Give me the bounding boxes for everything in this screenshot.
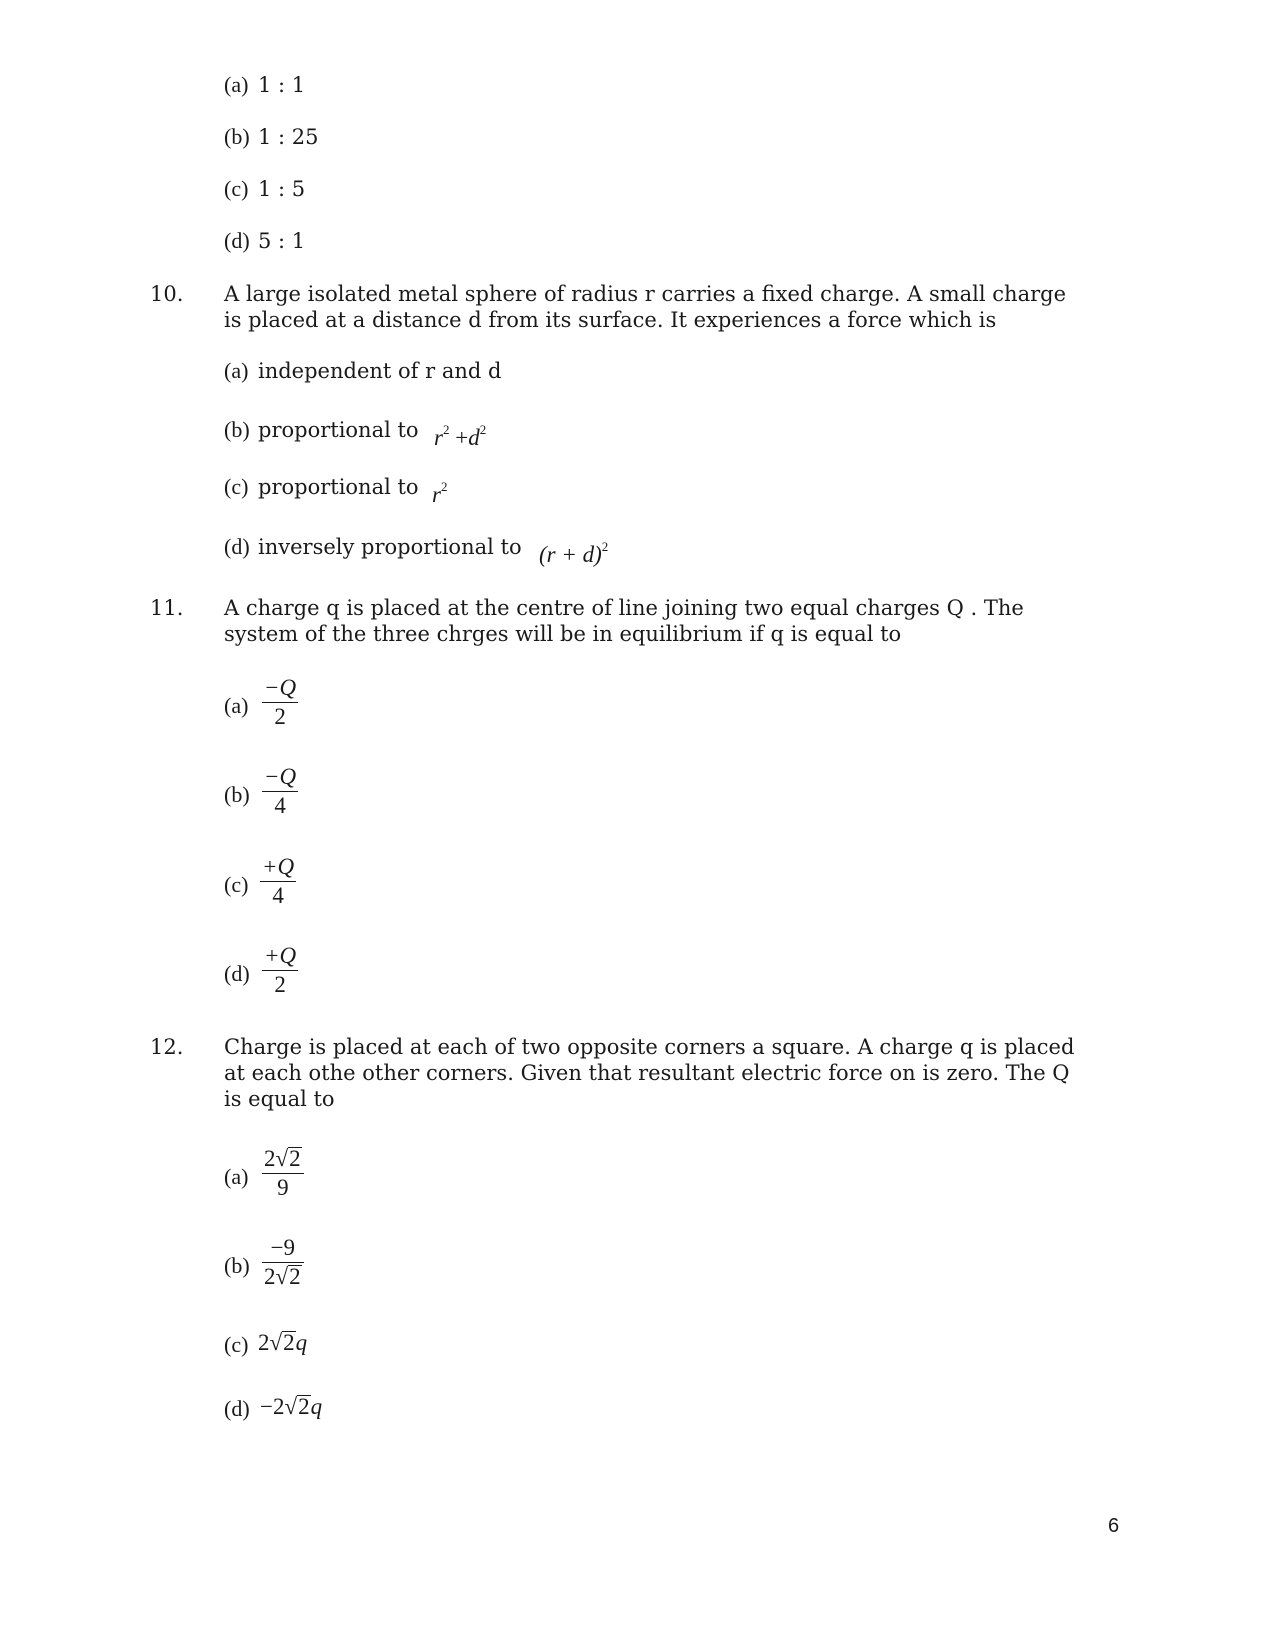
q10-text-line2: is placed at a distance d from its surface. It experiences a force which is	[224, 308, 997, 332]
q9-option-d-text: 5 : 1	[258, 229, 306, 253]
q12-option-c-label: (c)	[224, 1332, 249, 1357]
math-var: r	[434, 425, 443, 450]
fraction-denominator: 2	[274, 972, 286, 997]
math-exponent: 2	[440, 479, 448, 494]
fraction-denominator: 4	[272, 883, 284, 908]
q10-option-c-math	[432, 474, 447, 508]
fraction-numerator: +Q	[262, 854, 295, 879]
coefficient: 2	[258, 1330, 270, 1355]
coefficient: 2	[264, 1146, 276, 1171]
math-expression: (r + d)	[539, 542, 602, 567]
q10-option-b-text: proportional to	[258, 418, 419, 442]
q12-number: 12.	[150, 1035, 184, 1059]
math-exponent: 2	[601, 539, 609, 554]
radicand: 2	[298, 1394, 310, 1419]
q9-option-c-label: (c)	[224, 176, 249, 201]
fraction-numerator: −9	[270, 1235, 296, 1260]
q10-option-d-label: (d)	[224, 534, 250, 559]
q9-option-a-label: (a)	[224, 72, 249, 97]
q12-option-a-label: (a)	[224, 1164, 249, 1189]
math-operator: +	[455, 425, 469, 450]
fraction-denominator: 2√2	[264, 1264, 301, 1289]
q12-option-d-math: −2√2q	[260, 1394, 323, 1419]
q12-option-d-label: (d)	[224, 1396, 250, 1421]
q12-text-line1: Charge is placed at each of two opposite corners a square. A charge q is placed	[224, 1035, 1075, 1059]
q10-option-b-math	[434, 417, 486, 451]
q10-option-d-math	[539, 534, 608, 568]
q12-text-line3: is equal to	[224, 1087, 335, 1111]
q12-option-b-fraction	[262, 1234, 304, 1291]
math-var: q	[295, 1330, 308, 1355]
q11-text-line2: system of the three chrges will be in equilibrium if q is equal to	[224, 622, 902, 646]
fraction-numerator: +Q	[264, 943, 297, 968]
radicand: 2	[289, 1264, 301, 1289]
q10-number: 10.	[150, 282, 184, 306]
fraction-numerator: −Q	[264, 764, 297, 789]
math-var: q	[310, 1394, 323, 1419]
q12-option-a-fraction	[262, 1145, 304, 1202]
fraction-denominator: 2	[274, 704, 286, 729]
math-var: d	[468, 425, 480, 450]
q11-option-a-label: (a)	[224, 693, 249, 718]
math-var: r	[432, 482, 441, 507]
q11-option-d-label: (d)	[224, 961, 250, 986]
q9-option-c-text: 1 : 5	[258, 177, 306, 201]
q12-option-b-label: (b)	[224, 1253, 250, 1278]
q9-option-a-text: 1 : 1	[258, 73, 306, 97]
fraction-denominator: 9	[277, 1175, 289, 1200]
q11-option-b-fraction	[262, 763, 298, 820]
q9-option-b-label: (b)	[224, 124, 250, 149]
math-exponent: 2	[442, 422, 450, 437]
q11-text-line1: A charge q is placed at the centre of line joining two equal charges Q . The	[224, 596, 1024, 620]
q11-option-b-label: (b)	[224, 782, 250, 807]
q11-option-c-label: (c)	[224, 872, 249, 897]
q11-option-a-fraction	[262, 674, 298, 731]
q10-option-b-label: (b)	[224, 417, 250, 442]
q11-option-d-fraction	[262, 942, 298, 999]
fraction-numerator: −Q	[264, 675, 297, 700]
radicand: 2	[289, 1146, 301, 1171]
page-number: 6	[1108, 1515, 1120, 1537]
coefficient: 2	[264, 1264, 276, 1289]
q12-option-c-math: 2√2q	[258, 1330, 308, 1355]
q9-option-b-text: 1 : 25	[258, 125, 319, 149]
q10-option-c-label: (c)	[224, 474, 249, 499]
q11-number: 11.	[150, 596, 184, 620]
q10-text-line1: A large isolated metal sphere of radius r carries a fixed charge. A small charge	[224, 282, 1067, 306]
q10-option-a-text: independent of r and d	[258, 359, 502, 383]
q11-option-c-fraction	[260, 853, 296, 910]
radicand: 2	[283, 1330, 295, 1355]
q12-text-line2: at each othe other corners. Given that resultant electric force on is zero. The Q	[224, 1061, 1070, 1085]
math-exponent: 2	[479, 422, 487, 437]
q9-option-d-label: (d)	[224, 228, 250, 253]
coefficient: −2	[260, 1394, 285, 1419]
q10-option-d-text: inversely proportional to	[258, 535, 522, 559]
q10-option-c-text: proportional to	[258, 475, 419, 499]
fraction-numerator: 2√2	[264, 1146, 301, 1171]
q10-option-a-label: (a)	[224, 358, 249, 383]
fraction-denominator: 4	[274, 793, 286, 818]
